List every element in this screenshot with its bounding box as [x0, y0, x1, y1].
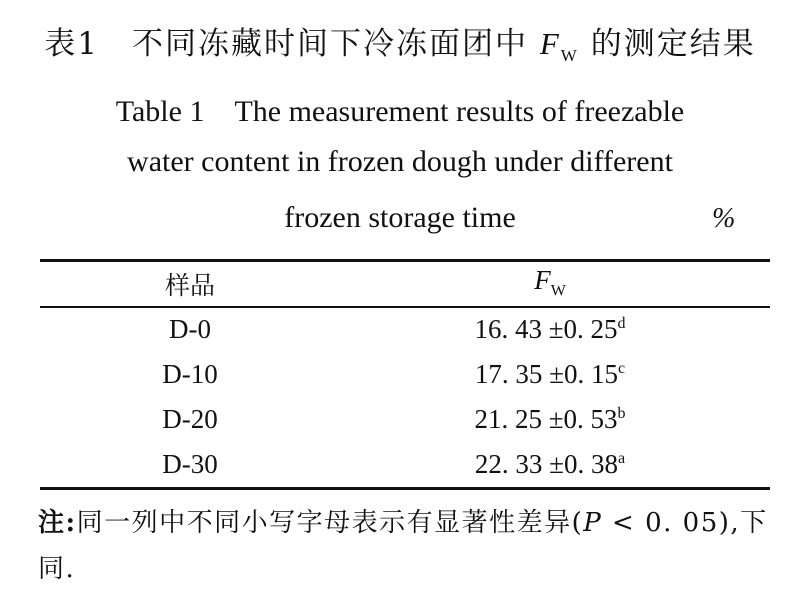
- table-bottom-rule: [40, 487, 770, 490]
- unit-label: %: [712, 203, 736, 234]
- table-row-value: [430, 359, 670, 390]
- title-cn-fw: [539, 26, 579, 66]
- table-row-value: [430, 404, 670, 435]
- table-header-rule: [40, 306, 770, 308]
- table-title-chinese: [0, 18, 800, 66]
- row-significance-mark: d: [617, 315, 626, 332]
- table-row-value: [430, 449, 670, 480]
- row-value-text: 17. 35 ±0. 15: [474, 359, 618, 389]
- row-value-text: 21. 25 ±0. 53: [474, 404, 618, 434]
- footnote-p-symbol: P: [583, 508, 603, 538]
- title-cn-fw-var: F: [539, 26, 561, 61]
- table-row-sample: D-20: [162, 404, 218, 434]
- table-title-english-line3: frozen storage time: [284, 201, 516, 234]
- row-value-text: 16. 43 ±0. 25: [474, 314, 618, 344]
- title-cn-suffix: 的测定结果: [578, 26, 756, 62]
- row-value-text: 22. 33 ±0. 38: [474, 449, 618, 479]
- table-title-english-line2: water content in frozen dough under different: [127, 145, 673, 178]
- footnote-text: 同一列中不同小写字母表示有显著性差异(: [76, 508, 584, 538]
- header-fw-var: F: [534, 265, 551, 295]
- table-row-sample: D-10: [162, 359, 218, 389]
- table-footnote: [38, 500, 768, 592]
- table-row-sample: D-30: [162, 449, 218, 479]
- header-fw: [430, 265, 670, 300]
- title-cn-fw-sub: W: [560, 46, 579, 66]
- footnote-text-end: < 0. 05),下同.: [38, 508, 768, 584]
- header-sample: 样品: [164, 271, 215, 300]
- table-row-value: [430, 314, 670, 345]
- row-significance-mark: a: [617, 450, 626, 467]
- header-fw-sub: W: [550, 282, 566, 300]
- title-cn-prefix: 表1 不同冻藏时间下冷冻面团中: [44, 26, 540, 62]
- table-top-rule: [40, 259, 770, 262]
- footnote-label: 注:: [38, 508, 77, 538]
- table-title-english-line1: Table 1 The measurement results of freezable: [115, 95, 685, 128]
- table-row-sample: D-0: [169, 314, 211, 344]
- row-significance-mark: b: [617, 405, 626, 422]
- row-significance-mark: c: [617, 360, 626, 377]
